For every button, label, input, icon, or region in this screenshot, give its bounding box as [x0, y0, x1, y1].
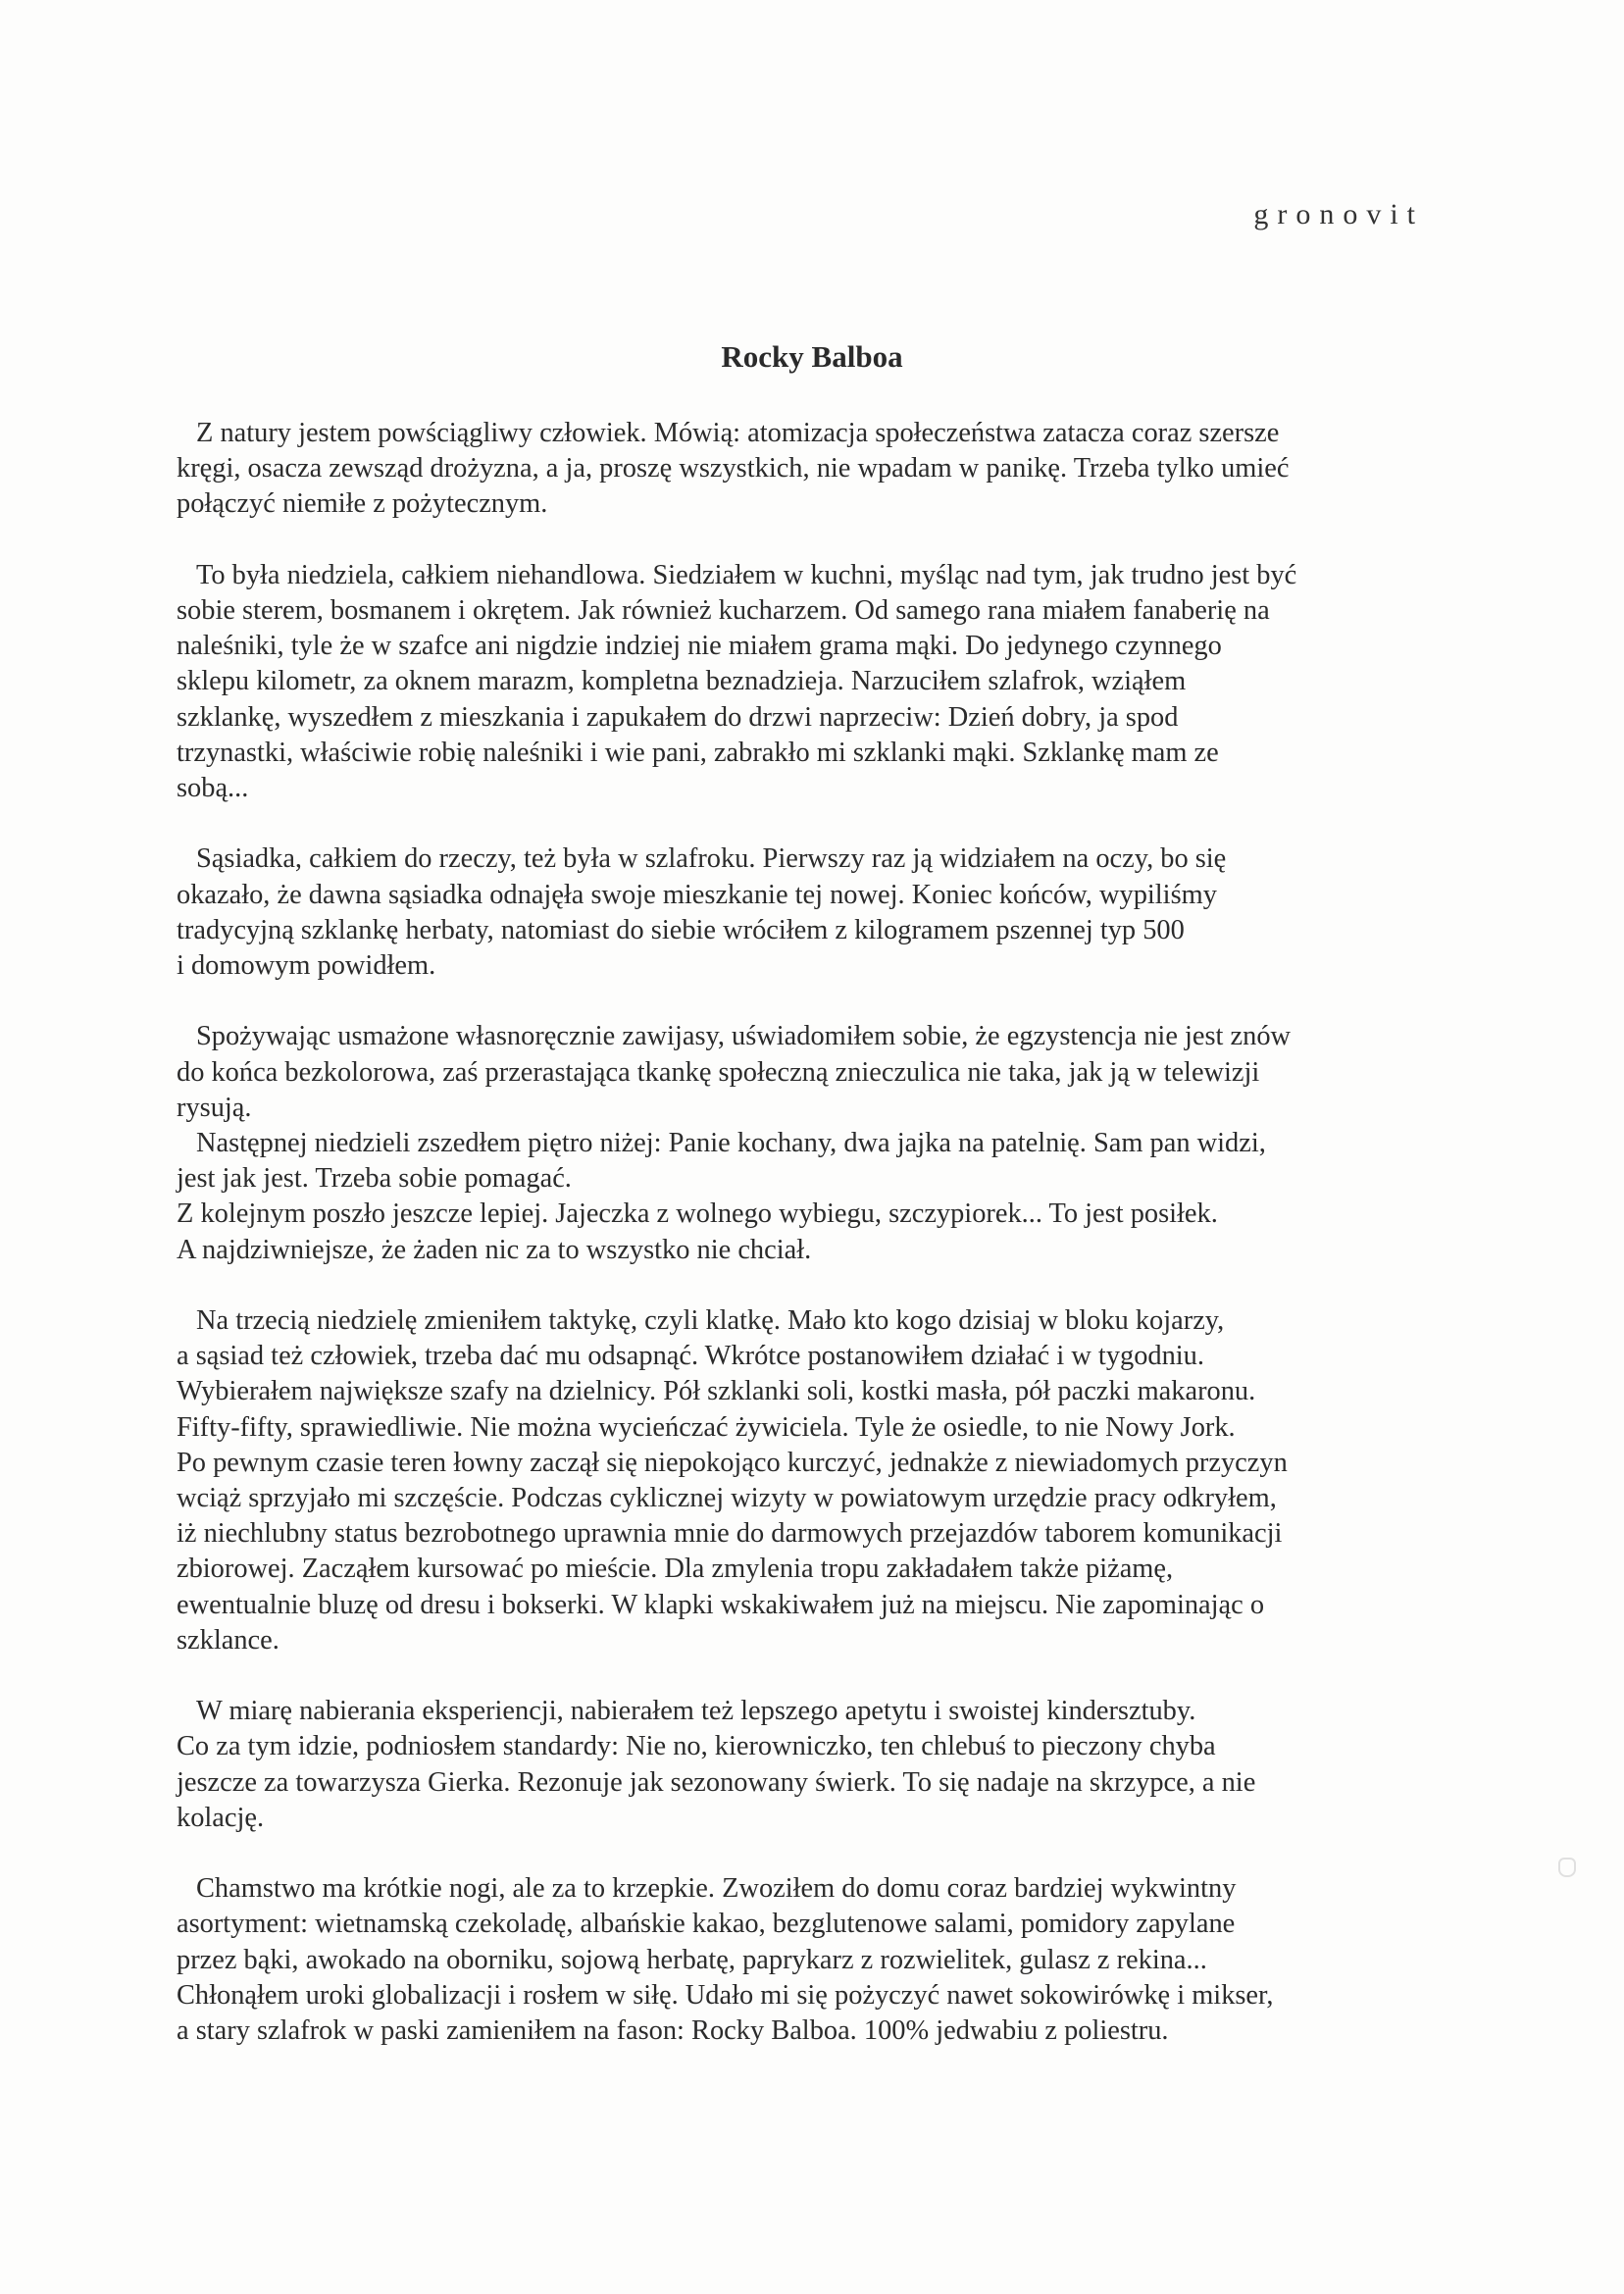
- text-line: Z kolejnym poszło jeszcze lepiej. Jajeczka z wolnego wybiegu, szczypiorek... To jest posiłek.: [177, 1198, 1218, 1230]
- text-line: wciąż sprzyjało mi szczęście. Podczas cyklicznej wizyty w powiatowym urzędzie pracy odkryłem,: [177, 1483, 1277, 1514]
- text-line: Spożywając usmażone własnoręcznie zawijasy, uświadomiłem sobie, że egzystencja nie jest znów: [196, 1021, 1292, 1052]
- text-line: jest jak jest. Trzeba sobie pomagać.: [177, 1163, 572, 1195]
- text-line: A najdziwniejsze, że żaden nic za to wszystko nie chciał.: [177, 1234, 812, 1265]
- text-line: naleśniki, tyle że w szafce ani nigdzie indziej nie miałem grama mąki. Do jedynego czynnego: [177, 631, 1222, 662]
- text-line: sobą...: [177, 773, 249, 804]
- text-line: zbiorowej. Zacząłem kursować po mieście. Dla zmylenia tropu zakładałem także piżamę,: [177, 1554, 1174, 1585]
- text-line: okazało, że dawna sąsiadka odnajęła swoje mieszkanie tej nowej. Koniec końców, wypiliśmy: [177, 879, 1217, 910]
- text-line: Następnej niedzieli zszedłem piętro niżej: Panie kochany, dwa jajka na patelnię. Sam pan widzi,: [196, 1128, 1266, 1159]
- paragraph: [177, 1019, 1432, 1267]
- paragraph: [177, 1871, 1432, 2049]
- text-line: Sąsiadka, całkiem do rzeczy, też była w szlafroku. Pierwszy raz ją widziałem na oczy, bo się: [196, 843, 1227, 875]
- text-line: Po pewnym czasie teren łowny zaczął się niepokojąco kurczyć, jednakże z niewiadomych przyczyn: [177, 1447, 1288, 1478]
- text-line: sobie sterem, bosmanem i okrętem. Jak również kucharzem. Od samego rana miałem fanaberię na: [177, 595, 1270, 626]
- text-line: połączyć niemiłe z pożytecznym.: [177, 488, 548, 520]
- text-line: kolację.: [177, 1802, 265, 1833]
- text-line: szklankę, wyszedłem z mieszkania i zapukałem do drzwi naprzeciw: Dzień dobry, ja spod: [177, 701, 1179, 733]
- text-line: przez bąki, awokado na oborniku, sojową herbatę, paprykarz z rozwielitek, gulasz z rekina...: [177, 1944, 1207, 1975]
- text-line: Na trzecią niedzielę zmieniłem taktykę, czyli klatkę. Mało kto kogo dzisiaj w bloku kojarzy,: [196, 1305, 1225, 1337]
- text-line: Fifty-fifty, sprawiedliwie. Nie można wycieńczać żywiciela. Tyle że osiedle, to nie Nowy Jork.: [177, 1411, 1236, 1443]
- text-line: a stary szlafrok w paski zamieniłem na fason: Rocky Balboa. 100% jedwabiu z poliestru.: [177, 2015, 1169, 2047]
- text-line: a sąsiad też człowiek, trzeba dać mu odsapnąć. Wkrótce postanowiłem działać i w tygodniu.: [177, 1341, 1204, 1372]
- text-line: Wybierałem największe szafy na dzielnicy. Pół szklanki soli, kostki masła, pół paczki makaronu.: [177, 1376, 1256, 1407]
- document-title: Rocky Balboa: [721, 339, 903, 374]
- text-line: sklepu kilometr, za oknem marazm, kompletna beznadzieja. Narzuciłem szlafrok, wziąłem: [177, 666, 1187, 697]
- text-line: Chłonąłem uroki globalizacji i rosłem w siłę. Udało mi się pożyczyć nawet sokowirówkę i mikser,: [177, 1979, 1274, 2011]
- text-line: Co za tym idzie, podniosłem standardy: Nie no, kierowniczko, ten chlebuś to pieczony chyba: [177, 1731, 1216, 1762]
- text-line: W miarę nabierania eksperiencji, nabierałem też lepszego apetytu i swoistej kindersztuby.: [196, 1696, 1196, 1727]
- text-line: i domowym powidłem.: [177, 950, 436, 982]
- text-line: tradycyjną szklankę herbaty, natomiast do siebie wróciłem z kilogramem pszennej typ 500: [177, 914, 1185, 945]
- text-line: trzynastki, właściwie robię naleśniki i wie pani, zabrakło mi szklanki mąki. Szklankę mam ze: [177, 737, 1219, 768]
- paragraph: [177, 1303, 1432, 1658]
- paragraph: [177, 1694, 1432, 1836]
- scan-speck-icon: [1558, 1858, 1576, 1877]
- text-line: Chamstwo ma krótkie nogi, ale za to krzepkie. Zwoziłem do domu coraz bardziej wykwintny: [196, 1873, 1237, 1905]
- text-line: Z natury jestem powściągliwy człowiek. Mówią: atomizacja społeczeństwa zatacza coraz szersze: [196, 418, 1280, 448]
- text-line: To była niedziela, całkiem niehandlowa. Siedziałem w kuchni, myśląc nad tym, jak trudno jest być: [196, 559, 1297, 590]
- text-line: kręgi, osacza zewsząd drożyzna, a ja, proszę wszystkich, nie wpadam w panikę. Trzeba tylko umieć: [177, 453, 1290, 484]
- text-line: iż niechlubny status bezrobotnego uprawnia mnie do darmowych przejazdów taborem komunikacji: [177, 1518, 1283, 1550]
- text-line: szklance.: [177, 1624, 279, 1656]
- paragraph: [177, 416, 1432, 523]
- text-line: rysują.: [177, 1092, 252, 1123]
- paragraph: [177, 558, 1432, 806]
- text-line: asortyment: wietnamską czekoladę, albańskie kakao, bezglutenowe salami, pomidory zapylane: [177, 1909, 1236, 1940]
- text-line: do końca bezkolorowa, zaś przerastająca tkankę społeczną znieczulica nie taka, jak ją w telewizji: [177, 1056, 1260, 1088]
- text-line: jeszcze za towarzysza Gierka. Rezonuje jak sezonowany świerk. To się nadaje na skrzypce, a nie: [177, 1766, 1256, 1798]
- paragraph: [177, 841, 1432, 984]
- text-line: ewentualnie bluzę od dresu i bokserki. W klapki wskakiwałem już na miejscu. Nie zapominając o: [177, 1589, 1265, 1620]
- document-body: [177, 416, 1432, 2084]
- brand-header: gronovit: [1253, 198, 1424, 230]
